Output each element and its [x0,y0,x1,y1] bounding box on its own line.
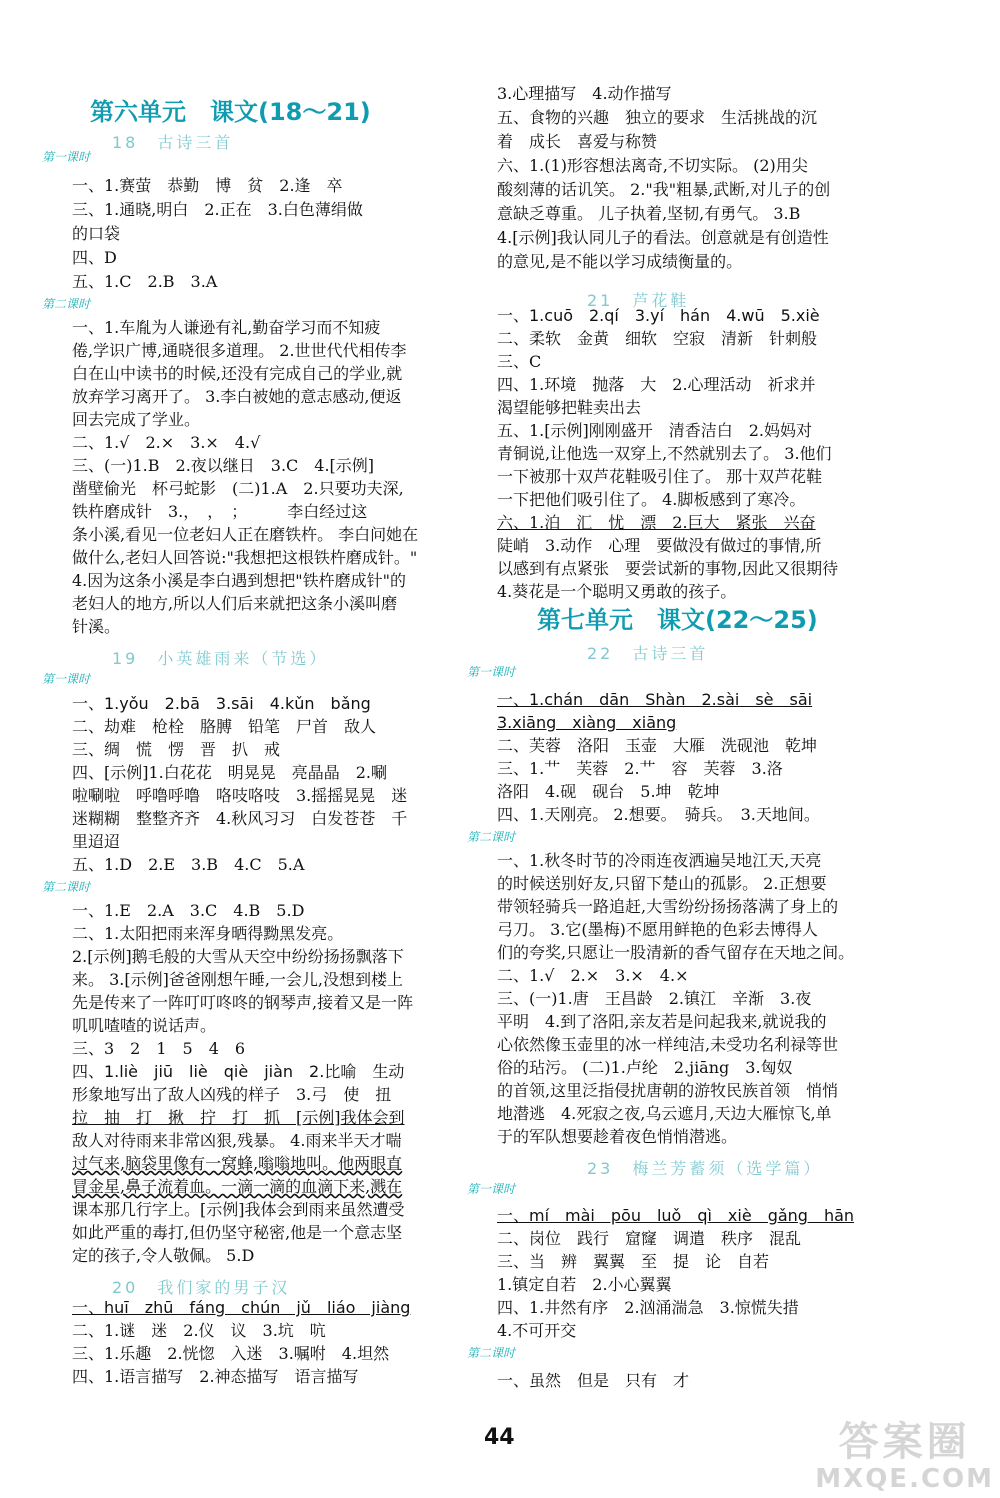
answer-line: 一、mí mài pōu luǒ qì xiè gǎng hān [497,1206,855,1225]
answer-line: 啦唰啦 呼噜呼噜 咯吱咯吱 3.摇摇晃晃 迷 [72,786,408,805]
answer-line: 带领轻骑兵一路追赶,大雪纷纷扬扬落满了身上的 [497,897,839,916]
lesson-title: 20 我们家的男子汉 [112,1278,291,1297]
answer-line: 心依然像玉壶里的冰一样纯洁,未受功名利禄等世 [497,1035,839,1054]
answer-line: 五、1.D 2.E 3.B 4.C 5.A [72,855,305,874]
lesson-title: 22 古诗三首 [587,644,709,663]
answer-line: 一、huī zhū fáng chún jǔ liáo jiàng [72,1298,411,1317]
answer-line: 如此严重的毒打,但仍坚守秘密,他是一个意志坚 [72,1223,403,1242]
lesson-title: 21 芦花鞋 [587,291,690,310]
answer-line: 二、1.太阳把雨来浑身晒得黝黑发亮。 [72,924,344,943]
section-label: 第二课时 [42,880,91,894]
answer-line: 俗的玷污。 (二)1.卢纶 2.jiāng 3.匈奴 [497,1058,793,1077]
answer-line: 来。 3.[示例]爸爸刚想午睡,一会儿,没想到楼上 [72,970,404,989]
answer-line: 们的夸奖,只愿让一股清新的香气留存在天地之间。 [497,943,855,962]
answer-line: 冒金星,鼻子流着血。一滴一滴的血滴下来,溅在 [72,1177,403,1196]
answer-line: 四、1.井然有序 2.汹涌湍急 3.惊慌失措 [497,1298,799,1317]
answer-line: 2.[示例]鹅毛般的大雪从天空中纷纷扬扬飘落下 [72,947,404,966]
answer-line: 一、1.cuō 2.qí 3.yí hán 4.wū 5.xiè [497,306,820,325]
watermark-logo: 答案圈 MXQE.COM [815,1419,994,1494]
answer-line: 一下被那十双芦花鞋吸引住了。 那十双芦花鞋 [497,467,823,486]
answer-line: 意缺乏尊重。 儿子执着,坚韧,有勇气。 3.B [497,204,801,223]
answer-line: 六、1.泊 汇 忧 漂 2.巨大 紧张 兴奋 [497,513,816,532]
answer-line: 一、虽然 但是 只有 才 [497,1371,690,1390]
section-label: 第二课时 [467,1346,516,1360]
answer-line: 三、绸 慌 愣 晋 扒 戒 [72,740,281,759]
answer-line: 拉 抽 打 揪 拧 打 抓 [示例]我体会到 [72,1108,405,1127]
answer-line: 三、1.艹 芙蓉 2.艹 容 芙蓉 3.洛 [497,759,783,778]
answer-line: 4.葵花是一个聪明又勇敢的孩子。 [497,582,737,601]
answer-line: 的口袋 [72,224,121,243]
answer-line: 形象地写出了敌人凶残的样子 3.弓 使 扭 [72,1085,392,1104]
answer-line: 二、岗位 践行 窟窿 调遣 秩序 混乱 [497,1229,802,1248]
answer-line: 一、1.yǒu 2.bā 3.sāi 4.kǔn bǎng [72,694,371,713]
answer-line: 放弃学习离开了。 3.李白被她的意志感动,便返 [72,387,402,406]
answer-line: 青铜说,让他选一双穿上,不然就别去了。 3.他们 [497,444,832,463]
answer-line: 4.因为这条小溪是李白遇到想把"铁杵磨成针"的 [72,571,406,590]
answer-line: 一、1.车胤为人谦逊有礼,勤奋学习而不知疲 [72,318,381,337]
answer-line: 陡峭 3.动作 心理 要做没有做过的事情,所 [497,536,822,555]
answer-line: 四、1.天刚亮。 2.想要。 骑兵。 3.天地间。 [497,805,820,824]
answer-line: 回去完成了学业。 [72,410,201,429]
lesson-title: 23 梅兰芳蓄须（选学篇） [587,1159,823,1178]
answer-line: 白在山中读书的时候,还没有完成自己的学业,就 [72,364,403,383]
section-label: 第一课时 [42,150,91,164]
answer-line: 的时候送别好友,只留下楚山的孤影。 2.正想要 [497,874,827,893]
answer-line: 五、1.C 2.B 3.A [72,272,218,291]
answer-line: 的首领,这里泛指侵扰唐朝的游牧民族首领 悄悄 [497,1081,839,1100]
answer-line: 四、1.环境 抛落 大 2.心理活动 祈求并 [497,375,816,394]
answer-line: 三、1.乐趣 2.恍惚 入迷 3.嘱咐 4.坦然 [72,1344,390,1363]
answer-line: 铁杵磨成针 3.， ， ； 李白经过这 [72,502,368,521]
answer-line: 做什么,老妇人回答说:"我想把这根铁杵磨成针。" [72,548,418,567]
answer-line: 三、C [497,352,542,371]
answer-line: 三、3 2 1 5 4 6 [72,1039,246,1058]
answer-line: 条小溪,看见一位老妇人正在磨铁杵。 李白问她在 [72,525,419,544]
answer-line: 一、1.秋冬时节的冷雨连夜洒遍吴地江天,天亮 [497,851,822,870]
answer-line: 一下把他们吸引住了。 4.脚板感到了寒冷。 [497,490,806,509]
answer-line: 二、1.√ 2.× 3.× 4.√ [72,433,261,452]
page-number: 44 [484,1425,515,1450]
answer-line: 一、1.E 2.A 3.C 4.B 5.D [72,901,305,920]
answer-line: 洛阳 4.砚 砚台 5.坤 乾坤 [497,782,720,801]
answer-line: 一、1.赛萤 恭勤 博 贫 2.逢 卒 [72,176,343,195]
lesson-title: 19 小英雄雨来（节选） [112,649,329,668]
answer-line: 的意见,是不能以学习成绩衡量的。 [497,252,743,271]
answer-line: 课本那几行字上。[示例]我体会到雨来虽然遭受 [72,1200,405,1219]
answer-line: 先是传来了一阵叮叮咚咚的钢琴声,接着又是一阵 [72,993,414,1012]
unit-six-title: 第六单元 课文(18～21) [90,98,371,126]
answer-line: 二、1.谜 迷 2.仪 议 3.坑 吭 [72,1321,326,1340]
answer-line: 四、D [72,248,117,267]
section-label: 第一课时 [42,672,91,686]
unit-seven-title: 第七单元 课文(22～25) [537,606,818,634]
answer-line: 二、劫难 枪栓 胳膊 铅笔 尸首 敌人 [72,717,377,736]
answer-line: 过气来,脑袋里像有一窝蜂,嗡嗡地叫。他两眼直 [72,1154,403,1173]
answer-line: 倦,学识广博,通晓很多道理。 2.世世代代相传李 [72,341,407,360]
section-label: 第一课时 [467,665,516,679]
answer-line: 二、1.√ 2.× 3.× 4.× [497,966,689,985]
section-label: 第二课时 [42,297,91,311]
answer-line: 定的孩子,令人敬佩。 5.D [72,1246,255,1265]
answer-line: 凿壁偷光 杯弓蛇影 (二)1.A 2.只要功夫深, [72,479,404,498]
answer-line: 3.心理描写 4.动作描写 [497,84,672,103]
answer-line: 叽叽喳喳的说话声。 [72,1016,217,1035]
answer-line: 1.镇定自若 2.小心翼翼 [497,1275,672,1294]
answer-line: 4.[示例]我认同儿子的看法。创意就是有创造性 [497,228,829,247]
answer-line: 敌人对待雨来非常凶狠,残暴。 4.雨来半天才喘 [72,1131,402,1150]
answer-line: 酸刻薄的话讥笑。 2."我"粗暴,武断,对儿子的创 [497,180,831,199]
answer-line: 三、1.通晓,明白 2.正在 3.白色薄绢做 [72,200,363,219]
answer-line: 六、1.(1)形容想法离奇,不切实际。 (2)用尖 [497,156,808,175]
lesson-title: 18 古诗三首 [112,133,234,152]
answer-line: 五、食物的兴趣 独立的要求 生活挑战的沉 [497,108,818,127]
answer-line: 四、1.语言描写 2.神态描写 语言描写 [72,1367,359,1386]
answer-line: 二、芙蓉 洛阳 玉壶 大雁 洗砚池 乾坤 [497,736,818,755]
section-label: 第一课时 [467,1182,516,1196]
answer-line: 3.xiāng xiàng xiāng [497,713,677,732]
answer-line: 弓刀。 3.它(墨梅)不愿用鲜艳的色彩去博得人 [497,920,818,939]
answer-line: 4.不可开交 [497,1321,577,1340]
answer-line: 三、当 辨 翼翼 至 提 论 自若 [497,1252,770,1271]
answer-line: 里迢迢 [72,832,121,851]
answer-line: 三、(一)1.唐 王昌龄 2.镇江 辛渐 3.夜 [497,989,812,1008]
answer-line: 四、1.liè jiū liè qiè jiàn 2.比喻 生动 [72,1062,405,1081]
answer-line: 二、柔软 金黄 细软 空寂 清新 针刺般 [497,329,818,348]
answer-line: 迷糊糊 整整齐齐 4.秋风习习 白发苍苍 千 [72,809,408,828]
answer-line: 以感到有点紧张 要尝试新的事物,因此又很期待 [497,559,839,578]
answer-line: 渴望能够把鞋卖出去 [497,398,642,417]
answer-line: 一、1.chán dān Shàn 2.sài sè sāi [497,690,813,709]
answer-line: 三、(一)1.B 2.夜以继日 3.C 4.[示例] [72,456,375,475]
section-label: 第二课时 [467,830,516,844]
answer-line: 针溪。 [72,617,121,636]
answer-line: 地潜逃 4.死寂之夜,乌云遮月,天边大雁惊飞,单 [497,1104,832,1123]
answer-line: 老妇人的地方,所以人们后来就把这条小溪叫磨 [72,594,398,613]
answer-line: 着 成长 喜爱与称赞 [497,132,658,151]
answer-line: 四、[示例]1.白花花 明晃晃 亮晶晶 2.唰 [72,763,388,782]
answer-line: 于的军队想要趁着夜色悄悄潜逃。 [497,1127,738,1146]
answer-line: 平明 4.到了洛阳,亲友若是问起我来,就说我的 [497,1012,827,1031]
answer-line: 五、1.[示例]刚刚盛开 清香洁白 2.妈妈对 [497,421,813,440]
